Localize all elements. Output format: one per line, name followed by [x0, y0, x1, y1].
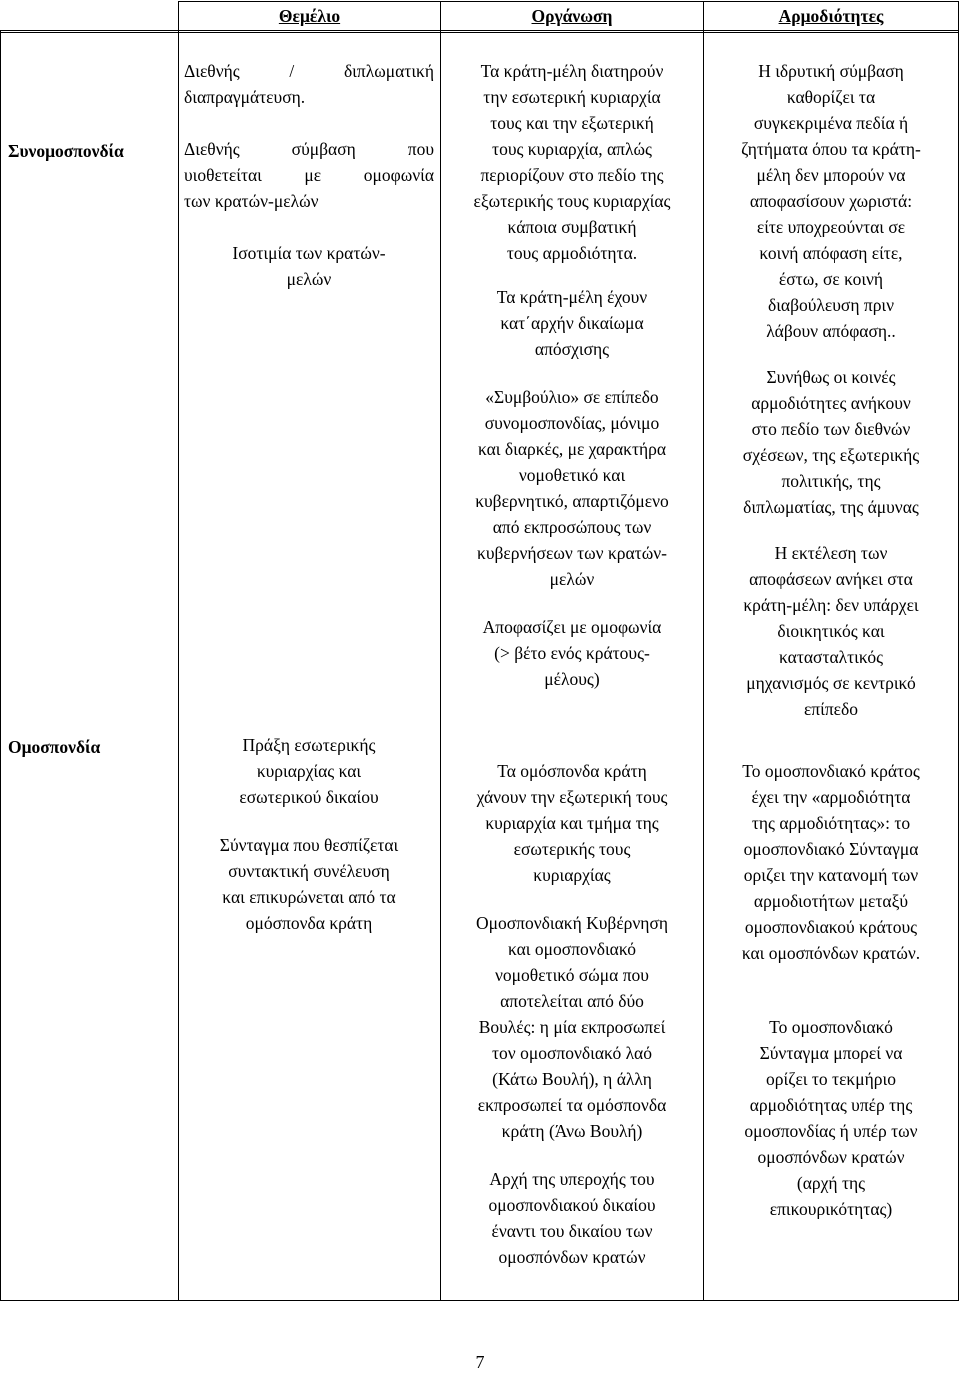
text-line: Σύνταγμα μπορεί να: [759, 1043, 903, 1063]
text-line: Σύνταγμα που θεσπίζεται: [219, 835, 399, 855]
table-rule: [440, 1, 441, 1301]
text-line: εκπροσωπεί τα ομόσπονδα: [477, 1095, 667, 1115]
text-line: αρμοδιοτήτων μεταξύ: [753, 891, 909, 911]
text-line: κοινή απόφαση είτε,: [759, 243, 903, 263]
column-header-organization: Οργάνωση: [531, 6, 613, 26]
federation-organization-cell: [446, 758, 698, 1270]
text-line: Τα κράτη-μέλη διατηρούν: [480, 61, 664, 81]
text-line: απόσχισης: [534, 339, 610, 359]
table-rule: [703, 1, 704, 1301]
text-line: ομόσπονδα κράτη: [245, 913, 373, 933]
paragraph: [709, 58, 953, 344]
table-rule: [0, 30, 1, 1301]
text-line: των κρατών-μελών: [184, 191, 319, 211]
confederation-competences-cell: [709, 58, 953, 722]
text-line: ομοσπονδίας ή υπέρ των: [744, 1121, 918, 1141]
text-line: Η ιδρυτική σύμβαση: [758, 61, 904, 81]
confederation-organization-cell: [446, 58, 698, 692]
text-line: ομοσπονδιακού κράτους: [744, 917, 918, 937]
text-line: κυριαρχία και τμήμα της: [485, 813, 659, 833]
text-line: έναντι του δικαίου των: [491, 1221, 653, 1241]
text-line: κυριαρχίας και: [256, 761, 362, 781]
text-line: διπλωματίας, της άμυνας: [743, 497, 919, 517]
text-line: αρμοδιότητας υπέρ της: [749, 1095, 913, 1115]
text-line: λάβουν απόφαση..: [766, 321, 896, 341]
text-line: στο πεδίο των διεθνών: [751, 419, 911, 439]
text-line: ομοσπόνδων κρατών: [757, 1147, 905, 1167]
row-label-federation: Ομοσπονδία: [8, 737, 101, 757]
text-line: από εκπροσώπους των: [492, 517, 652, 537]
text-line: επικουρικότητας): [769, 1199, 893, 1219]
text-line: διαπραγμάτευση.: [184, 87, 306, 107]
column-header-foundation: Θεμέλιο: [278, 6, 341, 26]
table-rule: [0, 30, 958, 31]
table-rule: [178, 1, 179, 1301]
text-line: ομοσπόνδων κρατών: [498, 1247, 646, 1267]
paragraph: [184, 832, 434, 936]
text-line: επίπεδο: [803, 699, 859, 719]
paragraph: [709, 758, 953, 966]
row-label-confederation: Συνομοσπονδία: [8, 141, 124, 161]
text-line: και επικυρώνεται από τα: [222, 887, 396, 907]
text-line: μέλους): [544, 669, 600, 689]
text-line: την εσωτερική κυριαρχία: [483, 87, 661, 107]
text-line: της αρμοδιότητας»: το: [751, 813, 911, 833]
text-line: έχει την «αρμοδιότητα: [751, 787, 911, 807]
text-line: Αποφασίζει με ομοφωνία: [482, 617, 662, 637]
text-line: υιοθετείται με ομοφωνία: [184, 165, 434, 185]
text-line: ζητήματα όπου τα κράτη-: [741, 139, 921, 159]
table-rule: [178, 1, 958, 2]
text-line: κατ΄αρχήν δικαίωμα: [500, 313, 644, 333]
text-line: τους κυριαρχία, απλώς: [492, 139, 652, 159]
text-line: και διαρκές, με χαρακτήρα: [477, 439, 667, 459]
text-line: αρμοδιότητες ανήκουν: [751, 393, 911, 413]
text-line: ομοσπονδιακό Σύνταγμα: [743, 839, 919, 859]
text-line: σχέσεων, της εξωτερικής: [742, 445, 920, 465]
paragraph: [709, 364, 953, 520]
text-line: Η εκτέλεση των: [774, 543, 888, 563]
text-line: Βουλές: η μία εκπροσωπεί: [478, 1017, 666, 1037]
text-line: και ομοσπόνδων κρατών.: [741, 943, 921, 963]
text-line: πολιτικής, της: [781, 471, 881, 491]
text-line: Διεθνής σύμβαση που: [184, 139, 434, 159]
text-line: καθορίζει τα: [786, 87, 876, 107]
text-line: Αρχή της υπεροχής του: [489, 1169, 655, 1189]
text-line: διαβούλευση πριν: [767, 295, 895, 315]
text-line: και ομοσπονδιακό: [507, 939, 637, 959]
text-line: τους και την εξωτερική: [490, 113, 654, 133]
text-line: νομοθετικό σώμα που: [495, 965, 649, 985]
text-line: Το ομοσπονδιακό κράτος: [742, 761, 920, 781]
text-line: κυριαρχίας: [533, 865, 611, 885]
text-line: αποφασίσουν χωριστά:: [749, 191, 913, 211]
paragraph: [184, 732, 434, 810]
text-line: «Συμβούλιο» σε επίπεδο: [485, 387, 659, 407]
text-line: διοικητικός και: [777, 621, 885, 641]
paragraph: [446, 614, 698, 692]
text-line: (Κάτω Βουλή), η άλλη: [492, 1069, 652, 1089]
paragraph: [446, 910, 698, 1144]
text-line: αποτελείται από δύο: [500, 991, 644, 1011]
text-line: Το ομοσπονδιακό: [769, 1017, 893, 1037]
paragraph: [446, 284, 698, 362]
text-line: συντακτική συνέλευση: [228, 861, 390, 881]
text-line: νομοθετικό και: [518, 465, 626, 485]
text-line: (> βέτο ενός κράτους-: [494, 643, 650, 663]
text-line: μελών: [286, 269, 332, 289]
federation-foundation-cell: [184, 732, 434, 936]
text-line: εσωτερικής τους: [513, 839, 631, 859]
text-line: Τα κράτη-μέλη έχουν: [496, 287, 648, 307]
table-rule: [0, 1300, 958, 1301]
text-line: οριζει την κατανομή των: [743, 865, 919, 885]
paragraph: [446, 758, 698, 888]
text-line: Διεθνής / διπλωματική: [184, 61, 434, 81]
text-line: μελών: [549, 569, 595, 589]
text-line: Ισοτιμία των κρατών-: [232, 243, 386, 263]
federation-competences-cell: [709, 758, 953, 1222]
paragraph: [446, 58, 698, 266]
text-line: ορίζει το τεκμήριο: [766, 1069, 896, 1089]
text-line: κάποια συμβατική: [507, 217, 637, 237]
text-line: αποφάσεων ανήκει στα: [749, 569, 913, 589]
text-line: κυβερνητικό, απαρτιζόμενο: [475, 491, 669, 511]
column-header-competences: Αρμοδιότητες: [778, 6, 884, 26]
confederation-foundation-cell: [184, 58, 434, 292]
table-rule: [958, 1, 959, 1301]
text-line: μέλη δεν μπορούν να: [756, 165, 906, 185]
text-line: ομοσπονδιακού δικαίου: [488, 1195, 656, 1215]
text-line: Τα ομόσπονδα κράτη: [497, 761, 647, 781]
text-line: (αρχή της: [796, 1173, 866, 1193]
text-line: τον ομοσπονδιακό λαό: [492, 1043, 652, 1063]
text-line: συγκεκριμένα πεδία ή: [753, 113, 909, 133]
text-line: χάνουν την εξωτερική τους: [476, 787, 668, 807]
paragraph: [446, 1166, 698, 1270]
text-line: κυβερνήσεων των κρατών-: [477, 543, 667, 563]
text-line: εξωτερικής τους κυριαρχίας: [473, 191, 671, 211]
text-line: κράτη-μέλη: δεν υπάρχει: [743, 595, 919, 615]
page-number: 7: [475, 1352, 485, 1372]
text-line: τους αρμοδιότητα.: [506, 243, 638, 263]
paragraph: [709, 540, 953, 722]
paragraph: [446, 384, 698, 592]
text-line: κατασταλτικός: [778, 647, 883, 667]
text-line: Ομοσπονδιακή Κυβέρνηση: [475, 913, 669, 933]
paragraph: [709, 1014, 953, 1222]
text-line: εσωτερικού δικαίου: [239, 787, 379, 807]
text-line: κράτη (Άνω Βουλή): [501, 1121, 643, 1141]
text-line: περιορίζουν στο πεδίο της: [480, 165, 664, 185]
text-line: μηχανισμός σε κεντρικό: [746, 673, 916, 693]
text-line: Συνήθως οι κοινές: [766, 367, 896, 387]
text-line: Πράξη εσωτερικής: [242, 735, 376, 755]
text-line: συνομοσπονδίας, μόνιμο: [484, 413, 660, 433]
text-line: έστω, σε κοινή: [778, 269, 884, 289]
table-rule: [0, 32, 958, 33]
text-line: είτε υποχρεούνται σε: [756, 217, 906, 237]
